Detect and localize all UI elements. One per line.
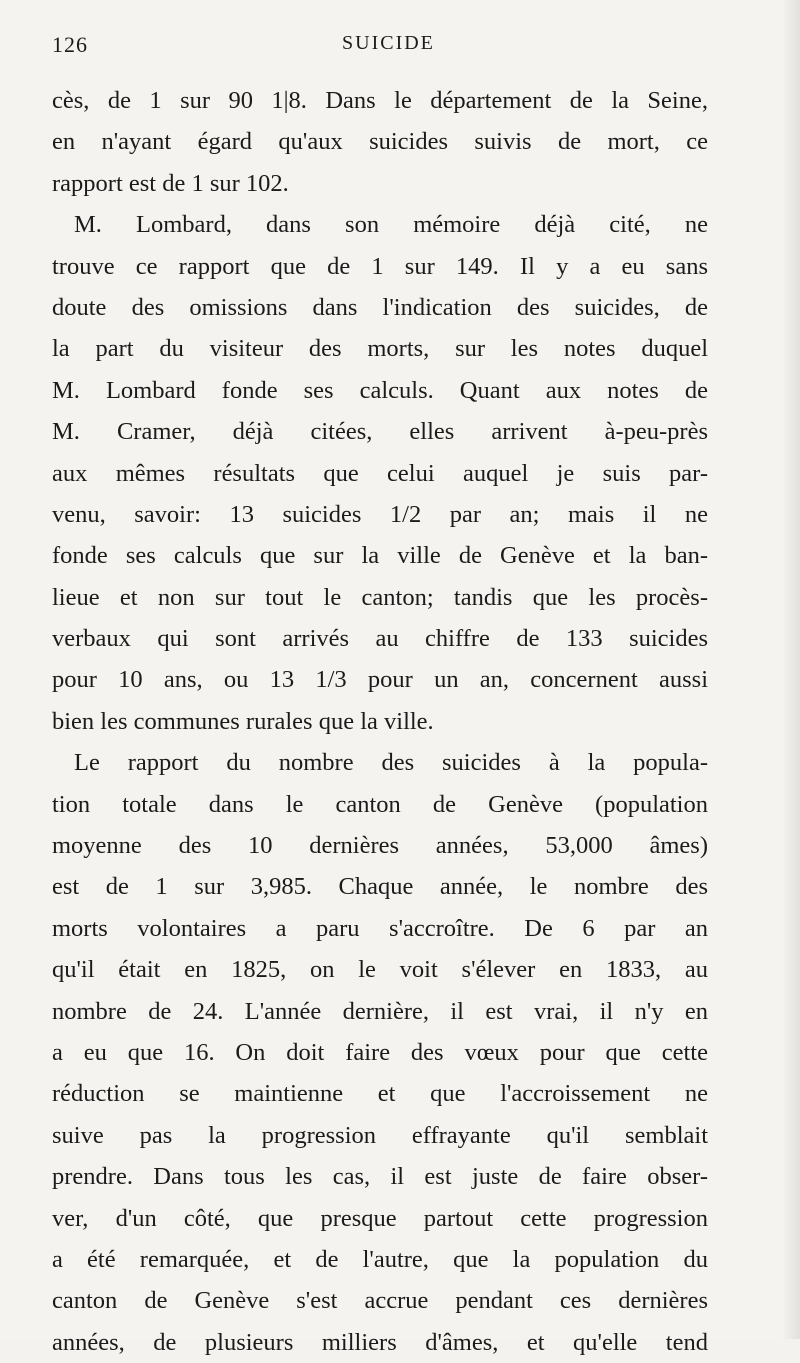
text-line: bien les communes rurales que la ville. (52, 707, 434, 735)
text-line: verbaux qui sont arrivés au chiffre de 133 suicides (52, 625, 708, 653)
text-line: aux mêmes résultats que celui auquel je suis par- (52, 459, 708, 487)
text-line: moyenne des 10 dernières années, 53,000 âmes) (52, 832, 708, 860)
text-line: lieue et non sur tout le canton; tandis que les procès- (52, 583, 708, 611)
text-line: tion totale dans le canton de Genève (population (52, 790, 708, 818)
page-number: 126 (52, 32, 88, 57)
text-line: M. Lombard fonde ses calculs. Quant aux notes de (52, 376, 708, 404)
text-line: M. Lombard, dans son mémoire déjà cité, ne (74, 211, 708, 239)
text-line: a été remarquée, et de l'autre, que la population du (52, 1245, 708, 1273)
text-line: ver, d'un côté, que presque partout cette progression (52, 1204, 708, 1232)
text-line: venu, savoir: 13 suicides 1/2 par an; mais il ne (52, 500, 708, 528)
text-line: est de 1 sur 3,985. Chaque année, le nombre des (52, 873, 708, 901)
page-edge-shadow (782, 0, 800, 1339)
text-line: pour 10 ans, ou 13 1/3 pour un an, concernent aussi (52, 666, 708, 694)
running-head: SUICIDE (342, 32, 435, 54)
text-line: la part du visiteur des morts, sur les notes duquel (52, 335, 708, 363)
text-line: morts volontaires a paru s'accroître. De 6 par an (52, 914, 708, 942)
text-line: Le rapport du nombre des suicides à la popula- (74, 749, 708, 777)
page-header (52, 32, 708, 64)
text-line: suive pas la progression effrayante qu'il semblait (52, 1121, 708, 1149)
text-line: canton de Genève s'est accrue pendant ces dernières (52, 1287, 708, 1315)
text-line: a eu que 16. On doit faire des vœux pour que cette (52, 1038, 708, 1066)
text-line: nombre de 24. L'année dernière, il est vrai, il n'y en (52, 997, 708, 1025)
text-line: années, de plusieurs milliers d'âmes, et qu'elle tend (52, 1328, 708, 1356)
text-line: qu'il était en 1825, on le voit s'élever en 1833, au (52, 956, 708, 984)
body-text (52, 80, 708, 1363)
text-line: rapport est de 1 sur 102. (52, 169, 289, 197)
text-line: fonde ses calculs que sur la ville de Genève et la ban- (52, 542, 708, 570)
text-line: prendre. Dans tous les cas, il est juste de faire obser- (52, 1163, 708, 1191)
text-line: réduction se maintienne et que l'accroissement ne (52, 1080, 708, 1108)
text-line: M. Cramer, déjà citées, elles arrivent à-peu-près (52, 418, 708, 446)
text-line: trouve ce rapport que de 1 sur 149. Il y a eu sans (52, 252, 708, 280)
text-line: doute des omissions dans l'indication des suicides, de (52, 293, 708, 321)
text-line: en n'ayant égard qu'aux suicides suivis de mort, ce (52, 128, 708, 156)
text-line: cès, de 1 sur 90 1|8. Dans le département de la Seine, (52, 87, 708, 114)
